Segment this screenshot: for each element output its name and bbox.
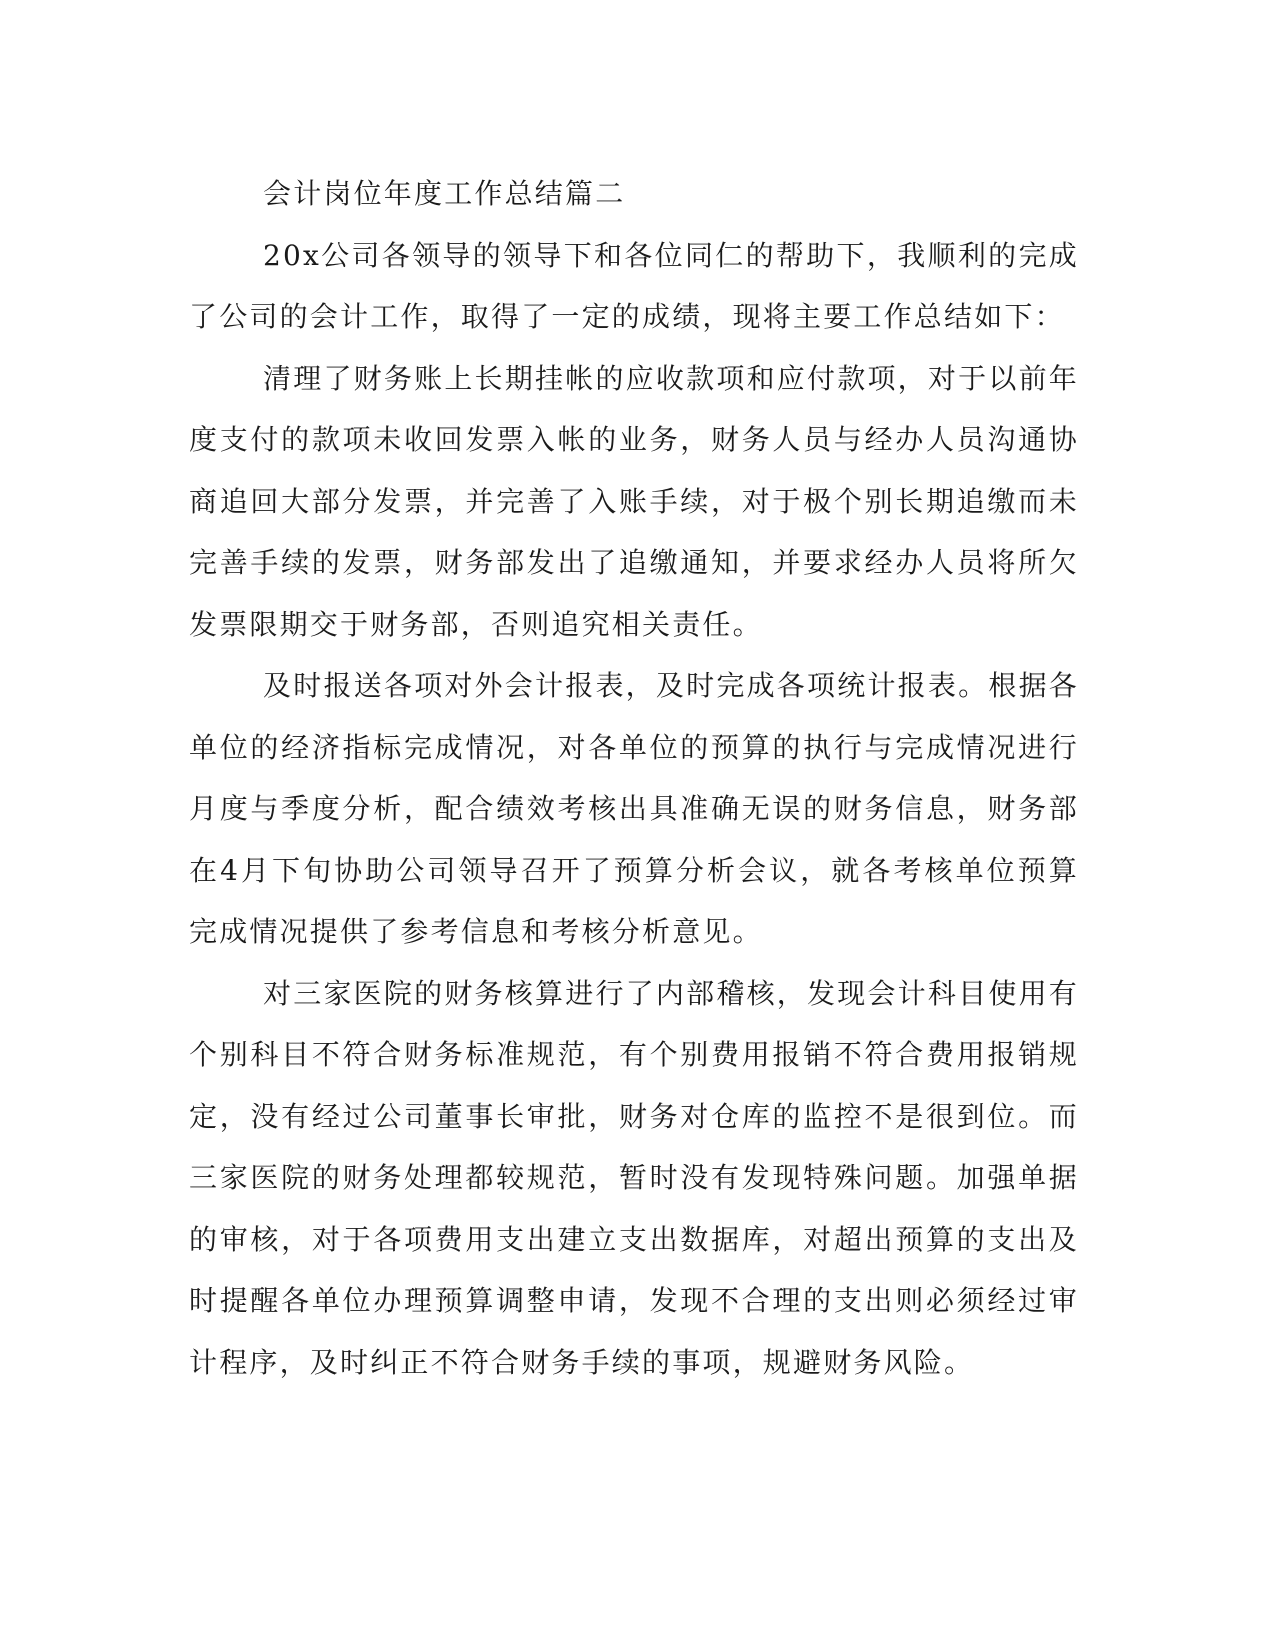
paragraph-receivables-cleanup: 清理了财务账上长期挂帐的应收款项和应付款项，对于以前年度支付的款项未收回发票入帐的业务，财务人员与经办人员沟通协商追回大部分发票，并完善了入账手续，对于极个别长期追缴而未完善手续的发票，财务部发出了追缴通知，并要求经办人员将所欠发票限期交于财务部，否则追究相关责任。 xyxy=(189,361,1079,641)
paragraph-internal-audit: 对三家医院的财务核算进行了内部稽核，发现会计科目使用有个别科目不符合财务标准规范，有个别费用报销不符合费用报销规定，没有经过公司董事长审批，财务对仓库的监控不是很到位。而三家医院的财务处理都较规范，暂时没有发现特殊问题。加强单据的审核，对于各项费用支出建立支出数据库，对超出预算的支出及时提醒各单位办理预算调整申请，发现不合理的支出则必须经过审计程序，及时纠正不符合财务手续的事项，规避财务风险。 xyxy=(189,976,1079,1379)
document-title: 会计岗位年度工作总结篇二 xyxy=(263,177,626,210)
paragraph-intro: 20x公司各领导的领导下和各位同仁的帮助下，我顺利的完成了公司的会计工作，取得了一定的成绩，现将主要工作总结如下： xyxy=(189,238,1079,333)
document-body xyxy=(189,163,1079,1393)
paragraph-reporting-budget: 及时报送各项对外会计报表，及时完成各项统计报表。根据各单位的经济指标完成情况，对各单位的预算的执行与完成情况进行月度与季度分析，配合绩效考核出具准确无误的财务信息，财务部在4月下旬协助公司领导召开了预算分析会议，就各考核单位预算完成情况提供了参考信息和考核分析意见。 xyxy=(189,669,1079,948)
